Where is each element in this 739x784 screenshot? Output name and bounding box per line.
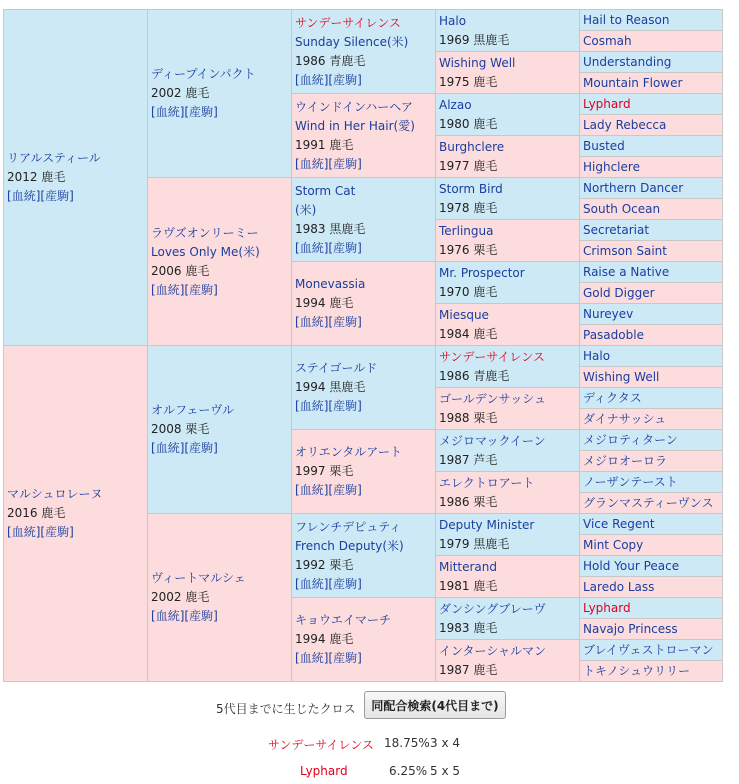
pedigree-cell-gen4 bbox=[436, 556, 580, 598]
bracket: ] bbox=[357, 483, 362, 497]
bracket: [ bbox=[295, 399, 300, 413]
horse-name-link[interactable]: サンデーサイレンス bbox=[295, 15, 401, 30]
bracket: ][ bbox=[179, 441, 190, 455]
pedigree-cell-gen4 bbox=[436, 388, 580, 430]
pedigree-cell-gen4 bbox=[436, 304, 580, 346]
pedigree-cell-gen2 bbox=[148, 178, 292, 346]
horse-name-link[interactable]: Hold Your Peace bbox=[583, 558, 680, 573]
pedigree-cell-gen2 bbox=[148, 514, 292, 682]
horse-name-link[interactable]: ステイゴールド bbox=[295, 361, 378, 375]
coat-color: 鹿毛 bbox=[473, 116, 498, 131]
birth-year: 1977 bbox=[439, 158, 470, 173]
bracket: [ bbox=[295, 651, 300, 665]
bloodline-link[interactable]: 血統 bbox=[155, 609, 180, 623]
progeny-link[interactable]: 産駒 bbox=[333, 651, 358, 665]
coat-color: 鹿毛 bbox=[473, 578, 498, 593]
pedigree-cell-gen1 bbox=[4, 346, 148, 682]
progeny-link[interactable]: 産駒 bbox=[333, 156, 358, 171]
birth-year: 2016 bbox=[7, 506, 38, 520]
horse-name-link[interactable]: Vice Regent bbox=[583, 516, 655, 531]
horse-name-link[interactable]: Mr. Prospector bbox=[439, 265, 525, 280]
horse-links bbox=[151, 103, 291, 122]
bracket: ] bbox=[357, 240, 362, 255]
horse-name-link[interactable]: Pasadoble bbox=[583, 327, 644, 342]
birth-year: 1987 bbox=[439, 662, 470, 677]
pedigree-cell-gen3 bbox=[292, 346, 436, 430]
pedigree-cell-gen2 bbox=[148, 346, 292, 514]
horse-name-link[interactable]: オルフェーヴル bbox=[151, 403, 235, 417]
bracket: ] bbox=[69, 525, 74, 539]
bracket: ][ bbox=[323, 240, 334, 255]
birth-year: 1988 bbox=[439, 410, 470, 425]
horse-links bbox=[295, 155, 435, 174]
progeny-link[interactable]: 産駒 bbox=[189, 105, 214, 119]
horse-name-link[interactable]: Highclere bbox=[583, 159, 640, 174]
coat-color: 鹿毛 bbox=[329, 632, 354, 646]
coat-color: 鹿毛 bbox=[473, 200, 498, 215]
pedigree-cell-gen4 bbox=[436, 346, 580, 388]
horse-links bbox=[295, 239, 435, 258]
horse-name-link[interactable]: インターシャルマン bbox=[439, 643, 547, 658]
coat-color: 鹿毛 bbox=[329, 137, 354, 152]
cross-horse-name[interactable]: Lyphard bbox=[300, 764, 348, 778]
horse-name-link[interactable]: Halo bbox=[439, 13, 467, 28]
horse-foreign-name[interactable]: (米) bbox=[295, 202, 317, 217]
coat-color: 鹿毛 bbox=[41, 170, 66, 184]
horse-name-link[interactable]: Northern Dancer bbox=[583, 180, 684, 195]
horse-name-link[interactable]: Alzao bbox=[439, 97, 472, 112]
coat-color: 黒鹿毛 bbox=[329, 221, 366, 236]
pedigree-cell-gen5 bbox=[580, 346, 723, 367]
bloodline-link[interactable]: 血統 bbox=[299, 651, 324, 665]
bracket: [ bbox=[295, 240, 300, 255]
horse-name-link[interactable]: Monevassia bbox=[295, 277, 366, 291]
horse-name-link[interactable]: ディクタス bbox=[583, 390, 642, 405]
cross-horse-name[interactable]: サンデーサイレンス bbox=[268, 738, 374, 752]
birth-year: 1987 bbox=[439, 452, 470, 467]
progeny-link[interactable]: 産駒 bbox=[189, 282, 214, 297]
pedigree-cell-gen5 bbox=[580, 10, 723, 31]
horse-links bbox=[151, 281, 291, 300]
horse-name-link[interactable]: ブレイヴェストローマン bbox=[583, 642, 714, 657]
horse-name-link[interactable]: ヴィートマルシェ bbox=[151, 571, 246, 585]
coat-color: 青鹿毛 bbox=[473, 368, 510, 383]
bracket: [ bbox=[7, 525, 12, 539]
coat-color: 栗毛 bbox=[473, 494, 498, 509]
progeny-link[interactable]: 産駒 bbox=[189, 441, 214, 455]
coat-color: 鹿毛 bbox=[473, 326, 498, 341]
progeny-link[interactable]: 産駒 bbox=[333, 240, 358, 255]
bracket: [ bbox=[151, 441, 156, 455]
bracket: [ bbox=[151, 609, 156, 623]
birth-year: 1986 bbox=[439, 368, 470, 383]
progeny-link[interactable]: 産駒 bbox=[333, 483, 358, 497]
pedigree-cell-gen5 bbox=[580, 640, 723, 661]
horse-links bbox=[151, 439, 291, 458]
coat-color: 鹿毛 bbox=[185, 263, 210, 278]
horse-name-link[interactable]: サンデーサイレンス bbox=[439, 349, 545, 364]
cross-percentage: 18.75% bbox=[384, 736, 430, 750]
horse-foreign-name[interactable]: Sunday Silence(米) bbox=[295, 34, 409, 49]
pedigree-cell-gen5 bbox=[580, 178, 723, 199]
pedigree-cell-gen4 bbox=[436, 598, 580, 640]
coat-color: 青鹿毛 bbox=[329, 53, 366, 68]
pedigree-cell-gen5 bbox=[580, 115, 723, 136]
horse-name-link[interactable]: ダイナサッシュ bbox=[583, 411, 667, 426]
bracket: [ bbox=[151, 105, 156, 119]
bracket: ] bbox=[357, 156, 362, 171]
horse-name-link[interactable]: Navajo Princess bbox=[583, 621, 678, 636]
pedigree-cell-gen5 bbox=[580, 136, 723, 157]
horse-name-link[interactable]: Cosmah bbox=[583, 33, 632, 48]
bracket: ] bbox=[357, 399, 362, 413]
horse-name-link[interactable]: Lyphard bbox=[583, 96, 631, 111]
horse-foreign-name[interactable]: French Deputy(米) bbox=[295, 538, 404, 553]
bracket: ][ bbox=[35, 525, 46, 539]
progeny-link[interactable]: 産駒 bbox=[333, 72, 358, 87]
coat-color: 芦毛 bbox=[473, 452, 498, 467]
progeny-link[interactable]: 産駒 bbox=[45, 525, 70, 539]
pedigree-cell-gen5 bbox=[580, 94, 723, 115]
pedigree-cell-gen5 bbox=[580, 535, 723, 556]
bloodline-link[interactable]: 血統 bbox=[299, 240, 324, 255]
pedigree-cell-gen5 bbox=[580, 661, 723, 682]
horse-name-link[interactable]: オリエンタルアート bbox=[295, 445, 402, 459]
cross-heading: 5代目までに生じたクロス bbox=[216, 702, 356, 716]
pedigree-cell-gen5 bbox=[580, 451, 723, 472]
horse-links bbox=[7, 187, 147, 206]
birth-year: 2006 bbox=[151, 263, 182, 278]
bloodline-link[interactable]: 血統 bbox=[11, 189, 36, 203]
progeny-link[interactable]: 産駒 bbox=[45, 189, 70, 203]
progeny-link[interactable]: 産駒 bbox=[333, 315, 358, 329]
birth-year: 1992 bbox=[295, 557, 326, 572]
coat-color: 鹿毛 bbox=[41, 506, 66, 520]
bracket: ][ bbox=[323, 651, 334, 665]
bracket: ][ bbox=[323, 315, 334, 329]
coat-color: 鹿毛 bbox=[473, 158, 498, 173]
bracket: ] bbox=[213, 105, 218, 119]
horse-name-link[interactable]: メジロティターン bbox=[583, 432, 678, 447]
bracket: ] bbox=[357, 651, 362, 665]
bracket: ] bbox=[213, 282, 218, 297]
birth-year: 1979 bbox=[439, 536, 470, 551]
bracket: ] bbox=[357, 315, 362, 329]
horse-name-link[interactable]: ダンシングブレーヴ bbox=[439, 601, 546, 616]
pedigree-cell-gen5 bbox=[580, 304, 723, 325]
horse-name-link[interactable]: Hail to Reason bbox=[583, 12, 670, 27]
coat-color: 栗毛 bbox=[329, 557, 354, 572]
pedigree-cell-gen5 bbox=[580, 409, 723, 430]
horse-name-link[interactable]: トキノシュウリリー bbox=[583, 663, 691, 678]
birth-year: 2002 bbox=[151, 86, 182, 100]
pedigree-cell-gen4 bbox=[436, 514, 580, 556]
pedigree-cell-gen5 bbox=[580, 262, 723, 283]
horse-name-link[interactable]: Mitterand bbox=[439, 559, 497, 574]
bloodline-link[interactable]: 血統 bbox=[299, 72, 324, 87]
horse-links bbox=[295, 313, 435, 332]
bracket: [ bbox=[151, 282, 156, 297]
pedigree-cell-gen4 bbox=[436, 472, 580, 514]
pedigree-cell-gen5 bbox=[580, 472, 723, 493]
coat-color: 栗毛 bbox=[473, 242, 498, 257]
horse-name-link[interactable]: Deputy Minister bbox=[439, 517, 535, 532]
horse-name-link[interactable]: Wishing Well bbox=[583, 369, 660, 384]
bracket: [ bbox=[295, 315, 300, 329]
bracket: ][ bbox=[179, 609, 190, 623]
bracket: [ bbox=[7, 189, 12, 203]
progeny-link[interactable]: 産駒 bbox=[189, 609, 214, 623]
bracket: ] bbox=[357, 576, 362, 591]
pedigree-cell-gen3 bbox=[292, 178, 436, 262]
pedigree-cell-gen4 bbox=[436, 136, 580, 178]
pedigree-row bbox=[4, 10, 723, 31]
cross-generations: 3 x 4 bbox=[430, 736, 460, 750]
bracket: ] bbox=[213, 441, 218, 455]
horse-foreign-name[interactable]: Wind in Her Hair(愛) bbox=[295, 118, 415, 133]
horse-name-link[interactable]: ゴールデンサッシュ bbox=[439, 391, 547, 406]
horse-name-link[interactable]: ディープインパクト bbox=[151, 67, 256, 81]
birth-year: 1984 bbox=[439, 326, 470, 341]
bracket: ][ bbox=[323, 576, 334, 591]
bracket: ][ bbox=[323, 483, 334, 497]
bloodline-link[interactable]: 血統 bbox=[11, 525, 36, 539]
pedigree-cell-gen5 bbox=[580, 283, 723, 304]
pedigree-cell-gen5 bbox=[580, 493, 723, 514]
bracket: [ bbox=[295, 576, 300, 591]
bracket: [ bbox=[295, 483, 300, 497]
bracket: ] bbox=[69, 189, 74, 203]
horse-name-link[interactable]: リアルスティール bbox=[7, 151, 101, 165]
horse-links bbox=[7, 523, 147, 542]
horse-links bbox=[295, 575, 435, 594]
horse-name-link[interactable]: Mountain Flower bbox=[583, 75, 683, 90]
horse-name-link[interactable]: グランマスティーヴンス bbox=[583, 495, 714, 510]
coat-color: 鹿毛 bbox=[473, 620, 498, 635]
pedigree-cell-gen5 bbox=[580, 73, 723, 94]
birth-year: 1994 bbox=[295, 296, 326, 310]
horse-name-link[interactable]: マルシュロレーヌ bbox=[7, 487, 103, 501]
horse-name-link[interactable]: South Ocean bbox=[583, 201, 661, 216]
horse-links bbox=[295, 71, 435, 90]
birth-year: 2008 bbox=[151, 422, 182, 436]
bloodline-link[interactable]: 血統 bbox=[155, 105, 180, 119]
horse-name-link[interactable]: キョウエイマーチ bbox=[295, 613, 392, 627]
pedigree-row bbox=[4, 346, 723, 367]
horse-name-link[interactable]: Secretariat bbox=[583, 222, 650, 237]
coat-color: 黒鹿毛 bbox=[329, 380, 366, 394]
birth-year: 2002 bbox=[151, 590, 182, 604]
bloodline-link[interactable]: 血統 bbox=[299, 156, 324, 171]
bracket: ][ bbox=[323, 72, 334, 87]
horse-name-link[interactable]: エレクトロアート bbox=[439, 475, 535, 490]
birth-year: 1986 bbox=[295, 53, 326, 68]
pedigree-cell-gen5 bbox=[580, 241, 723, 262]
pedigree-cell-gen4 bbox=[436, 262, 580, 304]
birth-year: 1986 bbox=[439, 494, 470, 509]
coat-color: 黒鹿毛 bbox=[473, 32, 510, 47]
horse-name-link[interactable]: Lyphard bbox=[583, 600, 631, 615]
birth-year: 1981 bbox=[439, 578, 470, 593]
birth-year: 1994 bbox=[295, 632, 326, 646]
horse-name-link[interactable]: Burghclere bbox=[439, 139, 505, 154]
cross-generations: 5 x 5 bbox=[430, 764, 460, 778]
coat-color: 栗毛 bbox=[329, 464, 354, 478]
pedigree-cell-gen5 bbox=[580, 388, 723, 409]
birth-year: 1994 bbox=[295, 380, 326, 394]
horse-links bbox=[151, 607, 291, 626]
pedigree-cell-gen5 bbox=[580, 556, 723, 577]
birth-year: 1980 bbox=[439, 116, 470, 131]
bracket: ] bbox=[357, 72, 362, 87]
horse-name-link[interactable]: Lady Rebecca bbox=[583, 117, 667, 132]
horse-name-link[interactable]: Busted bbox=[583, 138, 625, 153]
pedigree-cell-gen5 bbox=[580, 514, 723, 535]
bracket: ] bbox=[213, 609, 218, 623]
pedigree-table bbox=[3, 9, 723, 682]
horse-name-link[interactable]: Nureyev bbox=[583, 306, 634, 321]
birth-year: 1991 bbox=[295, 137, 326, 152]
horse-name-link[interactable]: ノーザンテースト bbox=[583, 474, 678, 489]
horse-links bbox=[295, 481, 435, 500]
pedigree-cell-gen5 bbox=[580, 430, 723, 451]
bloodline-link[interactable]: 血統 bbox=[299, 315, 324, 329]
pedigree-cell-gen4 bbox=[436, 52, 580, 94]
birth-year: 1978 bbox=[439, 200, 470, 215]
horse-name-link[interactable]: Mint Copy bbox=[583, 537, 644, 552]
cross-percentage: 6.25% bbox=[389, 764, 428, 778]
horse-name-link[interactable]: ラヴズオンリーミー bbox=[151, 225, 259, 240]
horse-foreign-name[interactable]: Loves Only Me(米) bbox=[151, 244, 260, 259]
bracket: ][ bbox=[323, 156, 334, 171]
horse-links bbox=[295, 397, 435, 416]
horse-name-link[interactable]: Miesque bbox=[439, 307, 489, 322]
horse-name-link[interactable]: Terlingua bbox=[439, 223, 494, 238]
birth-year: 1975 bbox=[439, 74, 470, 89]
horse-name-link[interactable]: メジロオーロラ bbox=[583, 453, 668, 468]
pedigree-cell-gen4 bbox=[436, 640, 580, 682]
horse-name-link[interactable]: Gold Digger bbox=[583, 285, 655, 300]
pedigree-cell-gen1 bbox=[4, 10, 148, 346]
pedigree-cell-gen5 bbox=[580, 577, 723, 598]
coat-color: 鹿毛 bbox=[473, 74, 498, 89]
pedigree-cell-gen5 bbox=[580, 157, 723, 178]
pedigree-cell-gen3 bbox=[292, 514, 436, 598]
bloodline-link[interactable]: 血統 bbox=[299, 483, 324, 497]
pedigree-cell-gen5 bbox=[580, 325, 723, 346]
horse-links bbox=[295, 649, 435, 668]
horse-name-link[interactable]: Understanding bbox=[583, 54, 672, 69]
birth-year: 1983 bbox=[439, 620, 470, 635]
birth-year: 1970 bbox=[439, 284, 470, 299]
horse-name-link[interactable]: Storm Bird bbox=[439, 181, 503, 196]
birth-year: 1969 bbox=[439, 32, 470, 47]
bracket: ][ bbox=[323, 399, 334, 413]
horse-name-link[interactable]: Halo bbox=[583, 348, 611, 363]
progeny-link[interactable]: 産駒 bbox=[333, 399, 358, 413]
bracket: [ bbox=[295, 72, 300, 87]
progeny-link[interactable]: 産駒 bbox=[333, 576, 358, 591]
birth-year: 1983 bbox=[295, 221, 326, 236]
coat-color: 栗毛 bbox=[185, 422, 210, 436]
horse-name-link[interactable]: Crimson Saint bbox=[583, 243, 667, 258]
bracket: ][ bbox=[35, 189, 46, 203]
bracket: ][ bbox=[179, 282, 190, 297]
same-mating-search-button[interactable]: 同配合検索(4代目まで) bbox=[364, 691, 506, 719]
coat-color: 鹿毛 bbox=[329, 296, 354, 310]
bracket: ][ bbox=[179, 105, 190, 119]
horse-name-link[interactable]: ウインドインハーヘア bbox=[295, 99, 413, 114]
pedigree-cell-gen5 bbox=[580, 199, 723, 220]
horse-name-link[interactable]: フレンチデピュティ bbox=[295, 519, 402, 534]
pedigree-cell-gen3 bbox=[292, 430, 436, 514]
bloodline-link[interactable]: 血統 bbox=[155, 441, 180, 455]
bloodline-link[interactable]: 血統 bbox=[299, 576, 324, 591]
horse-name-link[interactable]: Wishing Well bbox=[439, 55, 516, 70]
coat-color: 栗毛 bbox=[473, 410, 498, 425]
horse-name-link[interactable]: Laredo Lass bbox=[583, 579, 655, 594]
pedigree-cell-gen5 bbox=[580, 619, 723, 640]
birth-year: 2012 bbox=[7, 170, 38, 184]
coat-color: 鹿毛 bbox=[185, 86, 210, 100]
pedigree-cell-gen4 bbox=[436, 430, 580, 472]
pedigree-cell-gen2 bbox=[148, 10, 292, 178]
coat-color: 鹿毛 bbox=[473, 284, 498, 299]
pedigree-cell-gen5 bbox=[580, 31, 723, 52]
horse-name-link[interactable]: Storm Cat bbox=[295, 183, 356, 198]
pedigree-cell-gen3 bbox=[292, 262, 436, 346]
coat-color: 鹿毛 bbox=[473, 662, 498, 677]
coat-color: 鹿毛 bbox=[185, 590, 210, 604]
pedigree-cell-gen3 bbox=[292, 10, 436, 94]
bracket: [ bbox=[295, 156, 300, 171]
birth-year: 1976 bbox=[439, 242, 470, 257]
pedigree-cell-gen4 bbox=[436, 94, 580, 136]
bloodline-link[interactable]: 血統 bbox=[299, 399, 324, 413]
pedigree-cell-gen5 bbox=[580, 52, 723, 73]
pedigree-cell-gen4 bbox=[436, 178, 580, 220]
horse-name-link[interactable]: メジロマックイーン bbox=[439, 433, 546, 448]
pedigree-cell-gen3 bbox=[292, 598, 436, 682]
pedigree-cell-gen4 bbox=[436, 10, 580, 52]
coat-color: 黒鹿毛 bbox=[473, 536, 510, 551]
horse-name-link[interactable]: Raise a Native bbox=[583, 264, 670, 279]
pedigree-cell-gen4 bbox=[436, 220, 580, 262]
bloodline-link[interactable]: 血統 bbox=[155, 282, 180, 297]
pedigree-cell-gen5 bbox=[580, 367, 723, 388]
pedigree-cell-gen5 bbox=[580, 220, 723, 241]
birth-year: 1997 bbox=[295, 464, 326, 478]
pedigree-cell-gen3 bbox=[292, 94, 436, 178]
pedigree-cell-gen5 bbox=[580, 598, 723, 619]
